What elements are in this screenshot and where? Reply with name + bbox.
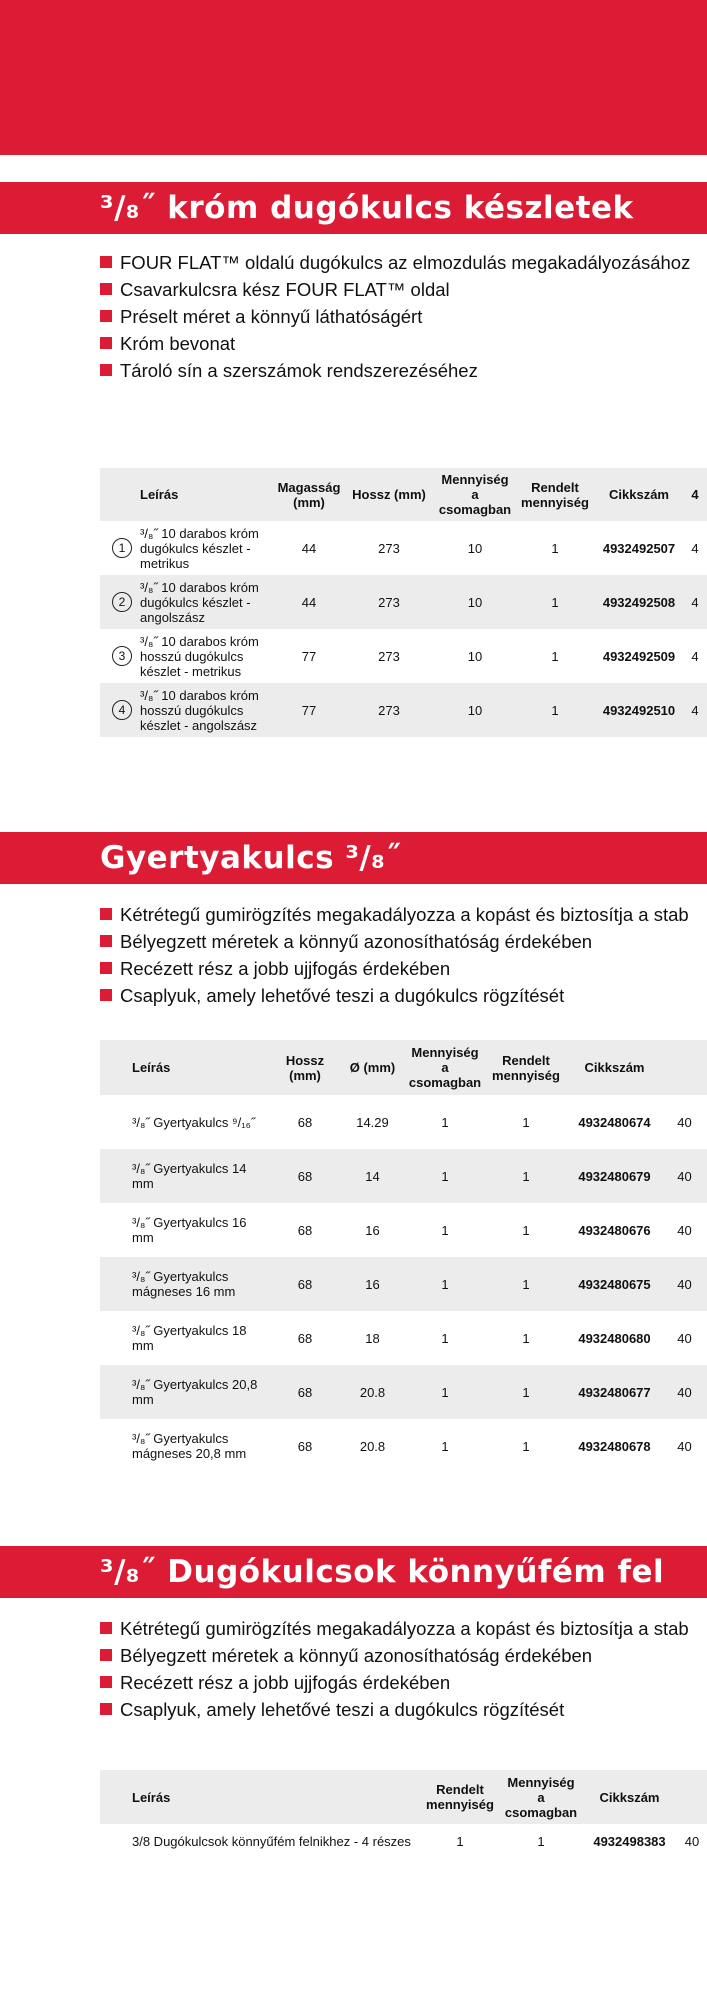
cell-pack-qty: 1 xyxy=(537,1833,545,1849)
cell-article-no: 4932480677 xyxy=(578,1384,651,1400)
cell-order-qty: 1 xyxy=(522,1330,530,1346)
bullet-square-icon xyxy=(100,908,112,920)
col-header-height: Magasság (mm) xyxy=(277,479,341,510)
col-header-cut xyxy=(662,1040,707,1095)
cell-height: 44 xyxy=(301,540,317,556)
col-header-description: Leírás xyxy=(132,1789,171,1805)
feature-item: Tároló sín a szerszámok rendszerezéséhez xyxy=(100,357,707,384)
table-row xyxy=(100,1095,707,1149)
row-description: ³/₈˝ Gyertyakulcs mágneses 20,8 mm xyxy=(132,1431,247,1461)
bullet-square-icon xyxy=(100,283,112,295)
product-table-2 xyxy=(100,1040,707,1473)
table-header-row xyxy=(100,468,707,521)
row-number-badge: 4 xyxy=(112,700,132,720)
col-header-article-no: Cikkszám xyxy=(599,1789,660,1805)
feature-item: Csaplyuk, amely lehetővé teszi a dugókulcs rögzítését xyxy=(100,982,707,1009)
cell-length: 68 xyxy=(297,1114,313,1130)
cell-pack-qty: 1 xyxy=(441,1384,449,1400)
row-description: ³/₈˝ 10 darabos króm dugókulcs készlet - metrikus xyxy=(140,525,259,571)
row-description: ³/₈˝ 10 darabos króm dugókulcs készlet - angolszász xyxy=(140,579,259,625)
cell-pack-qty: 1 xyxy=(441,1222,449,1238)
cell-pack-qty: 1 xyxy=(441,1438,449,1454)
cell-length: 273 xyxy=(378,540,400,556)
cell-article-no: 4932492509 xyxy=(602,648,676,664)
table-header-row xyxy=(100,1040,707,1095)
table-header-row xyxy=(100,1770,707,1824)
table-row xyxy=(100,629,707,683)
bullet-square-icon xyxy=(100,989,112,1001)
cell-length: 273 xyxy=(378,702,400,718)
row-description: ³/₈˝ Gyertyakulcs mágneses 16 mm xyxy=(132,1269,236,1299)
cell-pack-qty: 1 xyxy=(441,1114,449,1130)
feature-item: Csavarkulcsra kész FOUR FLAT™ oldal xyxy=(100,276,707,303)
cell-article-no: 4932480674 xyxy=(578,1114,651,1130)
cell-cut: 4 xyxy=(691,594,699,610)
cell-article-no: 4932480679 xyxy=(578,1168,651,1184)
cell-height: 77 xyxy=(301,648,317,664)
col-header-description: Leírás xyxy=(132,1060,171,1075)
table-row xyxy=(100,1311,707,1365)
bullet-square-icon xyxy=(100,256,112,268)
cell-order-qty: 1 xyxy=(551,648,559,664)
cell-article-no: 4932480675 xyxy=(578,1276,651,1292)
top-red-band xyxy=(0,0,707,155)
cell-pack-qty: 10 xyxy=(467,648,483,664)
cell-height: 77 xyxy=(301,702,317,718)
feature-item: Króm bevonat xyxy=(100,330,707,357)
cell-diameter: 20.8 xyxy=(359,1384,386,1400)
feature-item: Csaplyuk, amely lehetővé teszi a dugókulcs rögzítését xyxy=(100,1696,707,1723)
cell-diameter: 16 xyxy=(365,1276,380,1292)
bullet-square-icon xyxy=(100,1676,112,1688)
row-description: ³/₈˝ Gyertyakulcs 16 mm xyxy=(132,1215,247,1245)
cell-order-qty: 1 xyxy=(522,1114,530,1130)
cell-article-no: 4932480680 xyxy=(578,1330,651,1346)
feature-list-2 xyxy=(100,901,707,1009)
section-title-alloy-wheel-sockets: ³/₈˝ Dugókulcsok könnyűfém fel xyxy=(0,1546,707,1598)
bullet-square-icon xyxy=(100,337,112,349)
product-table-3 xyxy=(100,1770,707,1858)
col-header-order-qty: Rendelt mennyiség xyxy=(521,479,589,510)
cell-pack-qty: 10 xyxy=(467,540,483,556)
bullet-square-icon xyxy=(100,1703,112,1715)
cell-order-qty: 1 xyxy=(522,1438,530,1454)
cell-cut: 4 xyxy=(691,648,699,664)
table-row xyxy=(100,1149,707,1203)
cell-height: 44 xyxy=(301,594,317,610)
cell-length: 68 xyxy=(297,1330,313,1346)
table-row xyxy=(100,521,707,575)
table-row xyxy=(100,1824,707,1858)
cell-pack-qty: 10 xyxy=(467,594,483,610)
col-header-description: Leírás xyxy=(140,487,179,502)
cell-pack-qty: 1 xyxy=(441,1330,449,1346)
row-number-badge: 3 xyxy=(112,646,132,666)
cell-article-no: 4932480678 xyxy=(578,1438,651,1454)
section-title-spark-plug-sockets: Gyertyakulcs ³/₈˝ xyxy=(0,832,707,884)
cell-length: 273 xyxy=(378,648,400,664)
bullet-square-icon xyxy=(100,962,112,974)
cell-length: 68 xyxy=(297,1276,313,1292)
col-header-article-no: Cikkszám xyxy=(584,1060,645,1075)
feature-item: Bélyegzett méretek a könnyű azonosíthatóság érdekében xyxy=(100,928,707,955)
table-row xyxy=(100,575,707,629)
col-header-article-no: Cikkszám xyxy=(609,487,669,502)
feature-list-3 xyxy=(100,1615,707,1723)
cell-order-qty: 1 xyxy=(522,1384,530,1400)
bullet-square-icon xyxy=(100,310,112,322)
cell-diameter: 20.8 xyxy=(359,1438,386,1454)
row-description: ³/₈˝ Gyertyakulcs 20,8 mm xyxy=(132,1377,258,1407)
row-description: ³/₈˝ Gyertyakulcs 18 mm xyxy=(132,1323,247,1353)
cell-cut: 40 xyxy=(684,1833,700,1849)
cell-article-no: 4932498383 xyxy=(593,1833,666,1849)
cell-length: 68 xyxy=(297,1222,313,1238)
product-table-1 xyxy=(100,468,707,737)
feature-item: Kétrétegű gumirögzítés megakadályozza a kopást és biztosítja a stab xyxy=(100,1615,707,1642)
cell-order-qty: 1 xyxy=(522,1168,530,1184)
cell-cut: 40 xyxy=(677,1438,692,1454)
cell-order-qty: 1 xyxy=(551,594,559,610)
col-header-cut xyxy=(677,1770,707,1824)
col-header-length: Hossz (mm) xyxy=(285,1052,325,1083)
row-description: ³/₈˝ 10 darabos króm hosszú dugókulcs készlet - angolszász xyxy=(140,687,259,733)
feature-list-1 xyxy=(100,249,707,384)
table-row xyxy=(100,1419,707,1473)
feature-item: Préselt méret a könnyű láthatóságért xyxy=(100,303,707,330)
cell-cut: 40 xyxy=(677,1114,692,1130)
cell-cut: 4 xyxy=(691,702,699,718)
bullet-square-icon xyxy=(100,1622,112,1634)
table-row xyxy=(100,1257,707,1311)
cell-cut: 40 xyxy=(677,1330,692,1346)
feature-item: Recézett rész a jobb ujjfogás érdekében xyxy=(100,955,707,982)
cell-length: 68 xyxy=(297,1168,313,1184)
cell-diameter: 18 xyxy=(365,1330,380,1346)
cell-diameter: 14.29 xyxy=(356,1114,389,1130)
row-number-badge: 1 xyxy=(112,538,132,558)
cell-pack-qty: 10 xyxy=(467,702,483,718)
row-description: ³/₈˝ Gyertyakulcs 14 mm xyxy=(132,1161,247,1191)
cell-cut: 40 xyxy=(677,1168,692,1184)
feature-item: Kétrétegű gumirögzítés megakadályozza a kopást és biztosítja a stab xyxy=(100,901,707,928)
cell-article-no: 4932492510 xyxy=(602,702,676,718)
cell-order-qty: 1 xyxy=(522,1222,530,1238)
col-header-length: Hossz (mm) xyxy=(352,487,426,502)
cell-length: 273 xyxy=(378,594,400,610)
bullet-square-icon xyxy=(100,935,112,947)
table-row xyxy=(100,1365,707,1419)
row-number-badge: 2 xyxy=(112,592,132,612)
cell-pack-qty: 1 xyxy=(441,1168,449,1184)
row-description: ³/₈˝ Gyertyakulcs ⁹/₁₆˝ xyxy=(132,1114,256,1130)
col-header-diameter: Ø (mm) xyxy=(349,1060,396,1075)
cell-order-qty: 1 xyxy=(551,702,559,718)
table-row xyxy=(100,683,707,737)
cell-order-qty: 1 xyxy=(522,1276,530,1292)
cell-article-no: 4932492508 xyxy=(602,594,676,610)
cell-length: 68 xyxy=(297,1384,313,1400)
row-description: ³/₈˝ 10 darabos króm hosszú dugókulcs készlet - metrikus xyxy=(140,633,259,679)
row-description: 3/8 Dugókulcsok könnyűfém felnikhez - 4 részes xyxy=(132,1833,411,1849)
bullet-square-icon xyxy=(100,364,112,376)
col-header-pack-qty: Mennyiség a csomagban xyxy=(408,1045,482,1090)
cell-pack-qty: 1 xyxy=(441,1276,449,1292)
feature-item: Bélyegzett méretek a könnyű azonosíthatóság érdekében xyxy=(100,1642,707,1669)
cell-order-qty: 1 xyxy=(456,1833,464,1849)
cell-cut: 40 xyxy=(677,1222,692,1238)
section-title-chrome-socket-sets: ³/₈˝ króm dugókulcs készletek xyxy=(0,182,707,234)
table-row xyxy=(100,1203,707,1257)
cell-cut: 40 xyxy=(677,1276,692,1292)
col-header-order-qty: Rendelt mennyiség xyxy=(492,1052,560,1083)
cell-diameter: 14 xyxy=(365,1168,380,1184)
col-header-pack-qty: Mennyiség a csomagban xyxy=(504,1774,578,1820)
feature-item: FOUR FLAT™ oldalú dugókulcs az elmozdulás megakadályozásához xyxy=(100,249,707,276)
cell-article-no: 4932480676 xyxy=(578,1222,651,1238)
cell-cut: 40 xyxy=(677,1384,692,1400)
col-header-cut: 4 xyxy=(691,487,699,502)
cell-length: 68 xyxy=(297,1438,313,1454)
cell-order-qty: 1 xyxy=(551,540,559,556)
bullet-square-icon xyxy=(100,1649,112,1661)
cell-diameter: 16 xyxy=(365,1222,380,1238)
col-header-order-qty: Rendelt mennyiség xyxy=(426,1782,494,1812)
feature-item: Recézett rész a jobb ujjfogás érdekében xyxy=(100,1669,707,1696)
cell-cut: 4 xyxy=(691,540,699,556)
col-header-pack-qty: Mennyiség a csomagban xyxy=(438,472,512,517)
cell-article-no: 4932492507 xyxy=(602,540,676,556)
